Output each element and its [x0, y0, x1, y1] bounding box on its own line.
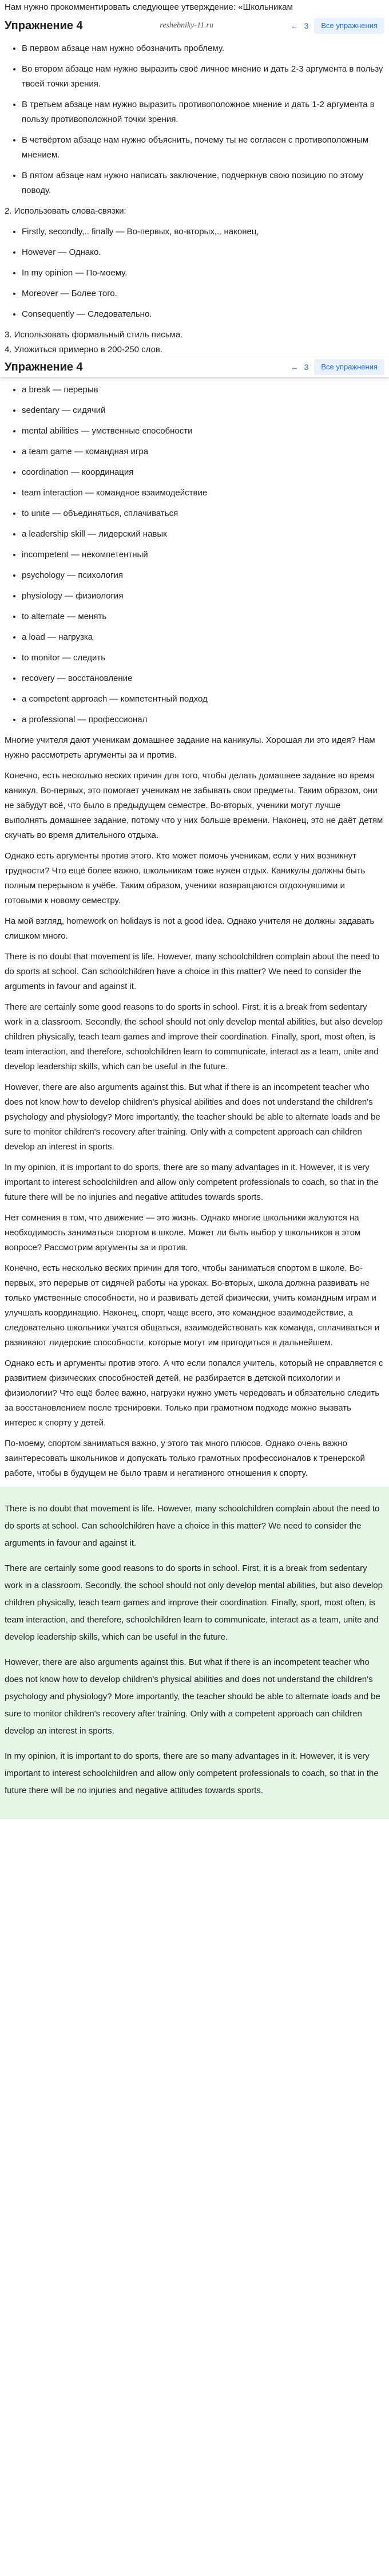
list-item: • a load — нагрузка — [22, 630, 384, 645]
list-item: • In my opinion — По-моему. — [22, 266, 384, 281]
list-item: • to unite — объединяться, сплачиваться — [22, 506, 384, 521]
paragraph: However, there are also arguments against this. But what if there is an incompetent teacher who does not know how to develop children's physical abilities and does not understand the children's psychology and physiology? More importantly, the teacher should be able to alternate loads and be sure to monitor children's recovery after training. Only with a competent approach can children develop an interest in sports. — [5, 1657, 380, 1736]
paragraph: Однако есть аргументы против этого. Кто может помочь ученикам, если у них возникнут трудности? Что ещё более важно, школьникам тоже нужен отдых. Каникулы должны быть полным перерывом в учёбе. Таким образом, ученики возвращаются отдохнувшими и готовыми к новому семестру. — [5, 851, 366, 905]
paragraph: There is no doubt that movement is life. However, many schoolchildren complain about the need to do sports at school. Can schoolchildren have a choice in this matter? We need to consider the arguments in favour and against it. — [5, 1504, 380, 1548]
vocabulary-section — [0, 383, 389, 727]
list-item: • coordination — координация — [22, 465, 384, 480]
exercise-number-link[interactable]: 3 — [304, 363, 309, 372]
exercise-sticky-header — [0, 357, 389, 377]
list-item: • psychology — психология — [22, 568, 384, 583]
list-item: • a professional — профессионал — [22, 712, 384, 727]
paragraph: Нет сомнения в том, что движение — это жизнь. Однако многие школьники жалуются на необходимость заниматься спортом в школе. Может ли быть выбор у школьников в этом вопросе? Рассмотрим аргументы за и против. — [5, 1213, 361, 1252]
list-item: • a leadership skill — лидерский навык — [22, 527, 384, 542]
list-item: • sedentary — сидячий — [22, 403, 384, 418]
paragraph: Конечно, есть несколько веских причин для того, чтобы заниматься спортом в школе. Во-первых, это перерыв от сидячей работы на уроках. Во-вторых, школа должна развивать не только умственные способности, но и развивать детей физически, учить командным играм и улучшать координацию. Наконец, спорт, чаще всего, это командное взаимодействие, а следовательно школьники учатся общаться, взаимодействовать как команда, сплачиваться и развивают лидерские способности, которые могут им пригодиться в дальнейшем. — [5, 1263, 379, 1348]
list-item: • to monitor — следить — [22, 651, 384, 665]
paragraph: However, there are also arguments against this. But what if there is an incompetent teacher who does not know how to develop children's physical abilities and does not understand the children's psychology and physiology? More importantly, the teacher should be able to alternate loads and be sure to monitor children's recovery after training. Only with a competent approach can children develop an interest in sports. — [5, 1082, 380, 1152]
list-item: • incompetent — некомпетентный — [22, 548, 384, 562]
all-exercises-button[interactable]: Все упражнения — [314, 359, 384, 375]
plan-list — [5, 41, 384, 198]
paragraph: По-моему, спортом заниматься важно, у этого так много плюсов. Однако очень важно заинтересовать школьников и допускать только грамотных профессионалов к тренерской работе, чтобы в будущем не было травм и негативного отношения к спорту. — [5, 1439, 365, 1478]
paragraph: На мой взгляд, homework on holidays is not a good idea. Однако учителя не должны задавать слишком много. — [5, 916, 375, 941]
list-item: • В пятом абзаце нам нужно написать заключение, подчеркнув свою позицию по этому поводу. — [22, 168, 384, 198]
exercise-header — [5, 16, 384, 36]
list-item: • a competent approach — компетентный подход — [22, 692, 384, 707]
paragraph: There are certainly some good reasons to do sports in school. First, it is a break from sedentary work in a classroom. Secondly, the school should not only develop mental abilities, but also develop children physically, teach team games and improve their coordination. Finally, sport, most often, is team interaction, and therefore, schoolchildren learn to communicate, interact as a team, unite and develop leadership skills, which can be useful in the future. — [5, 1563, 383, 1642]
list-item: • recovery — восстановление — [22, 671, 384, 686]
list-item: • Во втором абзаце нам нужно выразить своё личное мнение и дать 2-3 аргумента в пользу твоей точки зрения. — [22, 62, 384, 92]
russian-essay-2 — [0, 1211, 389, 1481]
linkers-list — [5, 224, 384, 322]
point-4: 4. Уложиться примерно в 200-250 слов. — [5, 345, 163, 355]
intro-text: Нам нужно прокомментировать следующее утверждение: «Школьникам — [5, 2, 293, 12]
exercise-controls — [291, 18, 384, 34]
paragraph: There is no doubt that movement is life. However, many schoolchildren complain about the need to do sports at school. Can schoolchildren have a choice in this matter? We need to consider the arguments in favour and against it. — [5, 952, 380, 991]
paragraph: In my opinion, it is important to do sports, there are so many advantages in it. However, it is very important to interest schoolchildren and allow only competent professionals to coach, so that in the future there will be no injuries and negative attitudes towards sports. — [5, 1751, 379, 1795]
exercise-title: Упражнение 4 — [5, 19, 83, 32]
vocabulary-list — [5, 383, 384, 727]
paragraph: Многие учителя дают ученикам домашнее задание на каникулы. Хорошая ли это идея? Нам нужно рассмотреть аргументы за и против. — [5, 735, 375, 760]
english-essay — [0, 950, 389, 1205]
list-item: • a team game — командная игра — [22, 444, 384, 459]
exercise-number-link[interactable]: 3 — [304, 21, 309, 30]
list-item: • team interaction — командное взаимодействие — [22, 486, 384, 501]
list-item: • В четвёртом абзаце нам нужно объяснить, почему ты не согласен с противоположным мнением. — [22, 133, 384, 163]
prev-arrow-icon[interactable]: ← — [290, 21, 299, 30]
paragraph: There are certainly some good reasons to do sports in school. First, it is a break from sedentary work in a classroom. Secondly, the school should not only develop mental abilities, but also develop children physically, teach team games and improve their coordination. Finally, sport, most often, is team interaction, and therefore, schoolchildren learn to communicate, interact as a team, unite and develop leadership skills, which can be useful in the future. — [5, 1002, 383, 1072]
list-item: • to alternate — менять — [22, 609, 384, 624]
list-item: • В третьем абзаце нам нужно выразить противоположное мнение и дать 1-2 аргумента в пользу противоположной точки зрения. — [22, 97, 384, 127]
paragraph: Конечно, есть несколько веских причин для того, чтобы делать домашнее задание во время каникул. Во-первых, это помогает ученикам не забывать свои предметы. Таким образом, они не забудут всё, что было в предыдущем семестре. Во-вторых, ученики могут лучше выполнять домашнее задание, потому что у них больше времени. Наконец, это не даёт детям скучать во время длительного отдыха. — [5, 771, 383, 840]
list-item: • В первом абзаце нам нужно обозначить проблему. — [22, 41, 384, 56]
list-item: • However — Однако. — [22, 245, 384, 260]
list-item: • mental abilities — умственные способности — [22, 424, 384, 439]
point-2: 2. Использовать слова-связки: — [5, 206, 126, 216]
exercise-4-section — [0, 16, 389, 357]
list-item: • physiology — физиология — [22, 589, 384, 604]
answer-block — [0, 1487, 389, 1819]
point-3: 3. Использовать формальный стиль письма. — [5, 330, 183, 340]
list-item: • Moreover — Более того. — [22, 286, 384, 301]
list-item: • Consequently — Следовательно. — [22, 307, 384, 322]
all-exercises-button[interactable]: Все упражнения — [314, 18, 384, 34]
list-item: • Firstly, secondly,.. finally — Во-первых, во-вторых,.. наконец, — [22, 224, 384, 239]
russian-essay-1 — [0, 733, 389, 944]
exercise-controls — [291, 359, 384, 375]
prev-arrow-icon[interactable]: ← — [290, 363, 299, 372]
exercise-title: Упражнение 4 — [5, 361, 83, 373]
watermark: reshebniky-11.ru — [160, 21, 213, 30]
paragraph: Однако есть и аргументы против этого. А что если попался учитель, который не справляется с развитием физических способностей детей, не разбирается в детской психологии и физиологии? Что ещё более важно, нагрузки нужно уметь чередовать и обязательно следить за восстановлением после тренировки. Только при грамотном подходе можно вызвать интерес к спорту у детей. — [5, 1358, 383, 1428]
paragraph: In my opinion, it is important to do sports, there are so many advantages in it. However, it is very important to interest schoolchildren and allow only competent professionals to coach, so that in the future there will be no injuries and negative attitudes towards sports. — [5, 1163, 379, 1202]
list-item: • a break — перерыв — [22, 383, 384, 397]
intro — [0, 0, 389, 16]
